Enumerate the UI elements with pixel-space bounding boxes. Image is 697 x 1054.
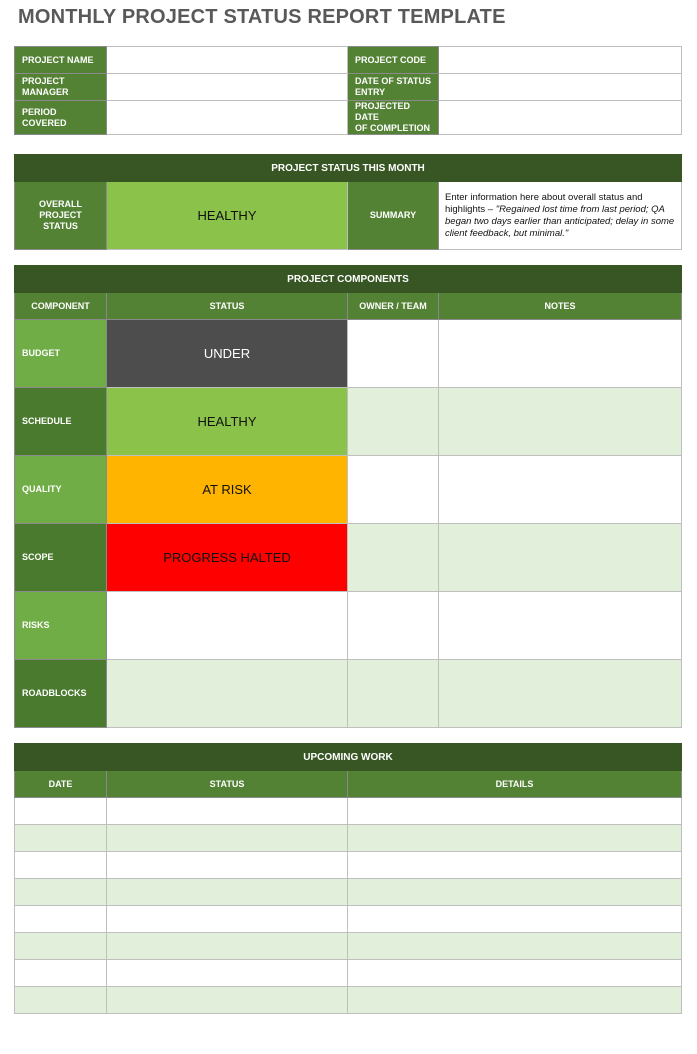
upcoming-details-cell[interactable] xyxy=(348,879,682,906)
project-manager-label: PROJECT MANAGER xyxy=(15,74,107,101)
overall-status-label: OVERALL PROJECT STATUS xyxy=(15,182,107,250)
report-title: MONTHLY PROJECT STATUS REPORT TEMPLATE xyxy=(18,6,506,28)
date-of-status-entry-field[interactable] xyxy=(439,74,682,101)
upcoming-details-cell[interactable] xyxy=(348,987,682,1014)
upcoming-status-cell[interactable] xyxy=(107,852,348,879)
project-components-table xyxy=(14,265,682,728)
project-code-field[interactable] xyxy=(439,47,682,74)
scope-owner[interactable] xyxy=(348,524,439,592)
projected-completion-field[interactable] xyxy=(439,101,682,135)
upcoming-work-header: UPCOMING WORK xyxy=(15,744,682,771)
project-code-label: PROJECT CODE xyxy=(348,47,439,74)
table-row xyxy=(15,660,682,728)
table-row xyxy=(15,524,682,592)
upcoming-date-cell[interactable] xyxy=(15,879,107,906)
period-covered-field[interactable] xyxy=(107,101,348,135)
table-row xyxy=(15,906,682,933)
upcoming-date-cell[interactable] xyxy=(15,987,107,1014)
budget-status[interactable]: UNDER xyxy=(107,320,348,388)
project-name-label: PROJECT NAME xyxy=(15,47,107,74)
component-risks: RISKS xyxy=(15,592,107,660)
budget-owner[interactable] xyxy=(348,320,439,388)
upcoming-status-cell[interactable] xyxy=(107,933,348,960)
table-row xyxy=(15,987,682,1014)
project-info-table xyxy=(14,46,682,135)
schedule-notes[interactable] xyxy=(439,388,682,456)
owner-column-header: OWNER / TEAM xyxy=(348,293,439,320)
status-month-header: PROJECT STATUS THIS MONTH xyxy=(15,155,682,182)
overall-status-value[interactable]: HEALTHY xyxy=(107,182,348,250)
upcoming-date-cell[interactable] xyxy=(15,906,107,933)
upcoming-details-cell[interactable] xyxy=(348,825,682,852)
upcoming-status-cell[interactable] xyxy=(107,960,348,987)
upcoming-date-cell[interactable] xyxy=(15,960,107,987)
status-month-table xyxy=(14,154,682,250)
upcoming-date-cell[interactable] xyxy=(15,933,107,960)
budget-notes[interactable] xyxy=(439,320,682,388)
component-schedule: SCHEDULE xyxy=(15,388,107,456)
risks-status[interactable] xyxy=(107,592,348,660)
summary-field[interactable]: Enter information here about overall status and highlights – "Regained lost time from last period; QA began two days earlier than anticipated; delay in some client feedback, but minimal." xyxy=(439,182,682,250)
upcoming-status-cell[interactable] xyxy=(107,987,348,1014)
table-row xyxy=(15,852,682,879)
upcoming-status-cell[interactable] xyxy=(107,879,348,906)
table-row xyxy=(15,456,682,524)
quality-notes[interactable] xyxy=(439,456,682,524)
roadblocks-status[interactable] xyxy=(107,660,348,728)
upcoming-date-cell[interactable] xyxy=(15,825,107,852)
projected-completion-label: PROJECTED DATE OF COMPLETION xyxy=(348,101,439,135)
upcoming-status-column-header: STATUS xyxy=(107,771,348,798)
scope-status[interactable]: PROGRESS HALTED xyxy=(107,524,348,592)
table-row xyxy=(15,798,682,825)
upcoming-details-cell[interactable] xyxy=(348,933,682,960)
upcoming-work-table xyxy=(14,743,682,1014)
component-scope: SCOPE xyxy=(15,524,107,592)
upcoming-date-cell[interactable] xyxy=(15,852,107,879)
component-budget: BUDGET xyxy=(15,320,107,388)
risks-notes[interactable] xyxy=(439,592,682,660)
upcoming-details-cell[interactable] xyxy=(348,798,682,825)
table-row xyxy=(15,825,682,852)
risks-owner[interactable] xyxy=(348,592,439,660)
schedule-status[interactable]: HEALTHY xyxy=(107,388,348,456)
scope-notes[interactable] xyxy=(439,524,682,592)
notes-column-header: NOTES xyxy=(439,293,682,320)
upcoming-details-cell[interactable] xyxy=(348,852,682,879)
table-row xyxy=(15,879,682,906)
table-row xyxy=(15,960,682,987)
upcoming-status-cell[interactable] xyxy=(107,798,348,825)
component-roadblocks: ROADBLOCKS xyxy=(15,660,107,728)
date-column-header: DATE xyxy=(15,771,107,798)
roadblocks-owner[interactable] xyxy=(348,660,439,728)
component-column-header: COMPONENT xyxy=(15,293,107,320)
upcoming-date-cell[interactable] xyxy=(15,798,107,825)
upcoming-details-cell[interactable] xyxy=(348,906,682,933)
table-row xyxy=(15,592,682,660)
upcoming-status-cell[interactable] xyxy=(107,825,348,852)
summary-label: SUMMARY xyxy=(348,182,439,250)
schedule-owner[interactable] xyxy=(348,388,439,456)
table-row xyxy=(15,933,682,960)
period-covered-label: PERIOD COVERED xyxy=(15,101,107,135)
project-manager-field[interactable] xyxy=(107,74,348,101)
table-row xyxy=(15,388,682,456)
status-column-header: STATUS xyxy=(107,293,348,320)
quality-owner[interactable] xyxy=(348,456,439,524)
table-row xyxy=(15,320,682,388)
date-of-status-entry-label: DATE OF STATUS ENTRY xyxy=(348,74,439,101)
details-column-header: DETAILS xyxy=(348,771,682,798)
quality-status[interactable]: AT RISK xyxy=(107,456,348,524)
upcoming-status-cell[interactable] xyxy=(107,906,348,933)
upcoming-details-cell[interactable] xyxy=(348,960,682,987)
roadblocks-notes[interactable] xyxy=(439,660,682,728)
component-quality: QUALITY xyxy=(15,456,107,524)
project-name-field[interactable] xyxy=(107,47,348,74)
components-header: PROJECT COMPONENTS xyxy=(15,266,682,293)
